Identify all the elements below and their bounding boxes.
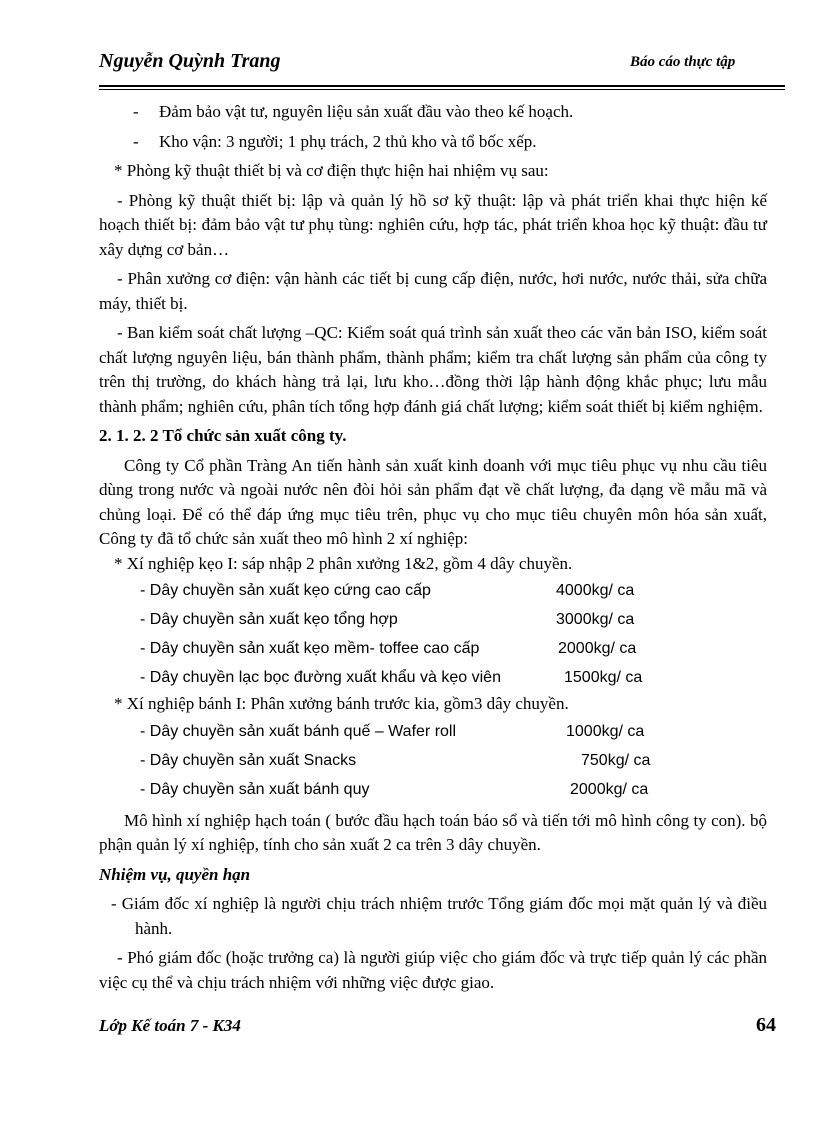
line-name: - Dây chuyền lạc bọc đường xuất khẩu và kẹo viên: [140, 669, 501, 686]
mech-workshop: - Phân xưởng cơ điện: vận hành các tiết bị cung cấp điện, nước, hơi nước, nước thải, sửa chữa máy, thiết bị.: [99, 269, 767, 313]
director-duty: - Giám đốc xí nghiệp là người chịu trách nhiệm trước Tổng giám đốc mọi mặt quản lý và điều hành.: [111, 894, 767, 938]
duties-heading: Nhiệm vụ, quyền hạn: [99, 864, 251, 884]
bullet-logistics-text: Kho vận: 3 người; 1 phụ trách, 2 thủ kho và tổ bốc xếp.: [159, 131, 537, 151]
line-name: - Dây chuyền sản xuất bánh quy: [140, 780, 370, 798]
line-capacity: 4000kg/ ca: [556, 582, 635, 599]
line-capacity: 3000kg/ ca: [556, 611, 635, 628]
header-rule-thin: [99, 89, 785, 90]
line-item: [99, 775, 767, 804]
candy-plant: * Xí nghiệp kẹo I: sáp nhập 2 phân xưởng 1&2, gồm 4 dây chuyền.: [114, 553, 573, 573]
bullet-supplies-text: Đảm bảo vật tư, nguyên liệu sản xuất đầu vào theo kế hoạch.: [159, 102, 574, 121]
line-name: - Dây chuyền sản xuất bánh quế – Wafer roll: [140, 722, 457, 740]
line-capacity: 2000kg/ ca: [570, 780, 649, 798]
line-item: [99, 746, 767, 775]
line-item: [99, 605, 767, 634]
deputy-duty: - Phó giám đốc (hoặc trưởng ca) là người giúp việc cho giám đốc và trực tiếp quản lý các phần việc cụ thể và chịu trách nhiệm với những việc được giao.: [99, 948, 767, 992]
bullet-logistics: - Kho vận: 3 người; 1 phụ trách, 2 thủ kho và tổ bốc xếp.: [133, 131, 537, 151]
line-capacity: 1500kg/ ca: [564, 669, 643, 686]
line-name: - Dây chuyền sản xuất Snacks: [140, 751, 357, 769]
header-author: Nguyễn Quỳnh Trang: [99, 50, 281, 72]
tech-dept-detail: - Phòng kỹ thuật thiết bị: lập và quản lý hồ sơ kỹ thuật: lập và phát triển khai thực hiện kế hoạch thiết bị: đảm bảo vật tư phụ tùng: nghiên cứu, hợp tác, phát triển khoa học kỹ thuật: đầu tư xây dựng cơ bản…: [99, 190, 767, 259]
line-capacity: 2000kg/ ca: [558, 640, 637, 657]
line-item: [99, 717, 767, 746]
line-item: [99, 634, 767, 663]
line-capacity: 750kg/ ca: [581, 751, 651, 769]
line-capacity: 1000kg/ ca: [566, 722, 645, 740]
line-name: - Dây chuyền sản xuất kẹo tổng hợp: [140, 611, 398, 628]
line-name: - Dây chuyền sản xuất kẹo cứng cao cấp: [140, 582, 431, 599]
tech-dept-intro: * Phòng kỹ thuật thiết bị và cơ điện thực hiện hai nhiệm vụ sau:: [114, 161, 549, 180]
line-item: [99, 576, 767, 605]
header-report-title: Báo cáo thực tập: [630, 54, 736, 70]
page-number: 64: [756, 1014, 776, 1036]
page-content: [99, 100, 767, 995]
footer-class-label: Lớp Kế toán 7 - K34: [99, 1016, 241, 1035]
header-rule-thick: [99, 85, 785, 87]
qc-board: - Ban kiểm soát chất lượng –QC: Kiểm soát quá trình sản xuất theo các văn bản ISO, kiểm soát chất lượng nguyên liệu, bán thành phẩm, thành phẩm; kiểm tra chất lượng sản phẩm của công ty trên thị trường, do khách hàng trả lại, lưu kho…đồng thời lập hành động khắc phục; lưu mẫu thành phẩm; nghiên cứu, phân tích tổng hợp đánh giá chất lượng; kiểm soát thiết bị kiểm nghiệm.: [99, 323, 767, 416]
line-name: - Dây chuyền sản xuất kẹo mềm- toffee cao cấp: [140, 640, 480, 657]
intro-paragraph: Công ty Cổ phần Tràng An tiến hành sản xuất kinh doanh với mục tiêu phục vụ nhu cầu tiêu dùng trong nước và ngoài nước nên đòi hỏi sản phẩm đạt về chất lượng, đa dạng về mẫu mã và chủng loại. Để có thể đáp ứng mục tiêu trên, phục vụ cho mục tiêu chuyên môn hóa sản xuất, Công ty đã tổ chức sản xuất theo mô hình 2 xí nghiệp:: [99, 455, 767, 548]
line-item: [99, 663, 767, 692]
bullet-supplies: - Đảm bảo vật tư, nguyên liệu sản xuất đầu vào theo kế hoạch.: [133, 102, 574, 121]
accounting-model: Mô hình xí nghiệp hạch toán ( bước đầu hạch toán báo sổ và tiến tới mô hình công ty con). bộ phận quản lý xí nghiệp, tính cho sản xuất 2 ca trên 3 dây chuyền.: [99, 810, 767, 854]
section-heading: 2. 1. 2. 2 Tổ chức sản xuất công ty.: [99, 426, 347, 445]
biscuit-plant: * Xí nghiệp bánh I: Phân xưởng bánh trước kia, gồm3 dây chuyền.: [114, 694, 569, 713]
